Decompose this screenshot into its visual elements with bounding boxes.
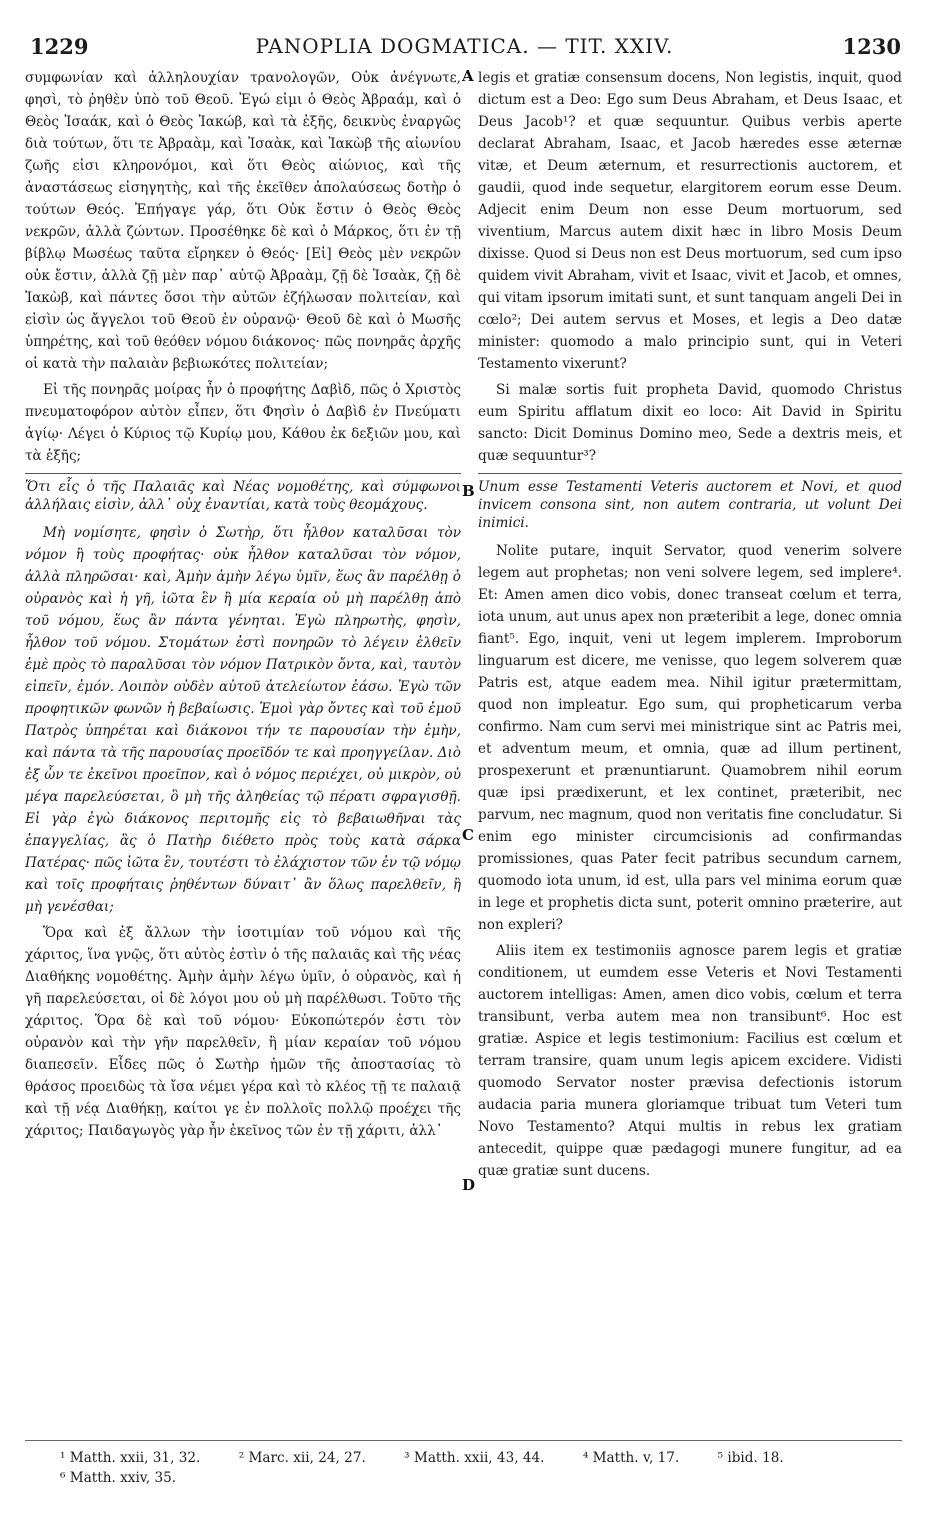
footnotes xyxy=(60,1448,900,1488)
footnote-3: ³ Matth. xxii, 43, 44. xyxy=(404,1450,545,1466)
column-marker-b: B xyxy=(462,482,475,500)
footnote-divider xyxy=(25,1440,902,1441)
latin-paragraph-4: Aliis item ex testimoniis agnosce parem legis et gratiæ conditionem, ut eumdem esse Veteris et Novi Testamenti auctorem intelligas: Amen, amen dico vobis, cœlum et terra transibunt, verba autem mea non transibunt⁶. Hoc est gratiæ. Aspice et legis testimonium: Facilius est cœlum et terram transire, quam unum legis apicem excidere. Vidisti quomodo Servator noster prævisa defectionis istorum audacia paria munera gloriamque tribuat tum Veteri tum Novo Testamento? Atqui multis in rebus lex gratiam antecedit, quippe quæ pædagogi munere fungitur, ad ea quæ gratiæ sunt ducens. xyxy=(478,943,902,1179)
column-marker-a: A xyxy=(462,67,474,85)
greek-paragraph-3: Μὴ νομίσητε, φησὶν ὁ Σωτὴρ, ὅτι ἦλθον καταλῦσαι τὸν νόμον ἢ τοὺς προφήτας· οὐκ ἦλθον καταλῦσαι τὸν νόμον, ἀλλὰ πληρῶσαι· καὶ, Ἀμὴν ἀμὴν λέγω ὑμῖν, ἕως ἂν παρέλθῃ ὁ οὐρανὸς καὶ ἡ γῆ, ἰῶτα ἓν ἢ μία κεραία οὐ μὴ παρέλθῃ ἀπὸ τοῦ νόμου, ἕως ἂν πάντα γένηται. Ἐγὼ πληρωτὴς, φησὶν, ἦλθον τοῦ νόμου. Στομάτων ἐστὶ πονηρῶν τὸ λέγειν ἐλθεῖν ἐμὲ πρὸς τὸ παραλῦσαι τὸν νόμον Πατρικὸν ὄντα, καὶ, ταυτὸν εἰπεῖν, ἐμόν. Λοιπὸν οὐδὲν αὐτοῦ ἀτελείωτον ἐάσω. Ἐγὼ τῶν προφητικῶν φωνῶν ἡ βεβαίωσις. Ἐμοὶ γὰρ ὄντες καὶ τοῦ ἐμοῦ Πατρὸς ὑπηρέται καὶ διάκονοι τήν τε παρουσίαν τὴν ἐμὴν, καὶ πάντα τὰ τῆς παρουσίας προεῖδόν τε καὶ προηγγείλαν. Διὸ ἐξ ὧν τε ἐκεῖνοι προεῖπον, καὶ ὁ νόμος περιέχει, οὐ μικρὸν, οὐ μέγα παρελεύσεται, ὃ μὴ τῆς ἀληθείας τῷ πέρατι σφραγισθῇ. Εἰ γὰρ ἐγὼ διάκονος περιτομῆς εἰς τὸ βεβαιωθῆναι τὰς ἐπαγγελίας, ἃς ὁ Πατὴρ διέθετο πρὸς τοὺς κατὰ σάρκα Πατέρας· πῶς ἰῶτα ἓν, τουτέστι τὸ ἐλάχιστον τῶν ἐν τῷ νόμῳ καὶ τοῖς προφήταις ῥηθέντων δύναιτ᾽ ἂν ὅλως παρελθεῖν, ἢ μὴ γενέσθαι; xyxy=(25,525,461,915)
latin-column xyxy=(478,67,902,1182)
page-number-left: 1229 xyxy=(30,34,89,59)
greek-paragraph-4: Ὅρα καὶ ἐξ ἄλλων τὴν ἰσοτιμίαν τοῦ νόμου καὶ τῆς χάριτος, ἵνα γνῷς, ὅτι αὐτὸς ἐστὶν ὁ τῆς παλαιᾶς καὶ τῆς νέας Διαθήκης νομοθέτης. Ἀμὴν ἀμὴν λέγω ὑμῖν, ὁ οὐρανὸς, καὶ ἡ γῆ παρελεύσεται, οἱ δὲ λόγοι μου οὐ μὴ παρέλθωσι. Τοῦτο τῆς χάριτος. Ὅρα δὲ καὶ τοῦ νόμου· Εὐκοπώτερόν ἐστι τὸν οὐρανὸν καὶ τὴν γῆν παρελθεῖν, ἢ μίαν κεραίαν τοῦ νόμου διαπεσεῖν. Εἶδες πῶς ὁ Σωτὴρ ἡμῶν τῆς ἀποστασίας τὸ θράσος προειδὼς τὰ ἴσα νέμει γέρα καὶ τὸ κλέος τῇ τε παλαιᾷ καὶ τῇ νέᾳ Διαθήκῃ, καίτοι γε ἐν πολλοῖς πολλῷ προέχει τῆς χάριτος; Παιδαγωγὸς γὰρ ἦν ἐκεῖνος τῶν ἐν τῇ χάριτι, ἀλλ᾽ xyxy=(25,925,461,1139)
footnote-5: ⁵ ibid. 18. xyxy=(717,1450,784,1466)
greek-section-heading: Ὅτι εἷς ὁ τῆς Παλαιᾶς καὶ Νέας νομοθέτης, καὶ σύμφωνοι ἀλλήλαις εἰσὶν, ἀλλ᾽ οὐχ ἐναντίαι, κατὰ τοὺς θεομάχους. xyxy=(25,473,461,514)
footnote-4: ⁴ Matth. v, 17. xyxy=(582,1450,680,1466)
footnote-2: ² Marc. xii, 24, 27. xyxy=(238,1450,366,1466)
latin-paragraph-3: Nolite putare, inquit Servator, quod venerim solvere legem aut prophetas; non veni solvere legem, sed implere⁴. Et: Amen amen dico vobis, donec transeat cœlum et terra, iota unum, aut unus apex non præteribit a lege, donec omnia fiant⁵. Ego, inquit, veni ut legem implerem. Improborum linguarum est dicere, me venisse, quo legem solverem quæ Patris est, atque eadem mea. Nihil igitur prætermittam, quod non impleatur. Ego sum, qui propheticarum verba confirmo. Nam cum servi mei ministrique sint ac Patris mei, et adventum meum, et omnia, quæ ad illum pertinent, prospexerunt et prænuntiarunt. Quamobrem nihil eorum quæ ipsi prædixerunt, et lex continet, præteribit, nec parvum, nec magnum, quod non veritatis fine concludatur. Si enim ego minister circumcisionis ad confirmandas promissiones, quas Pater fecit patribus secundum carnem, quomodo iota unum, id est, ulla pars vel minima eorum quæ in lege et prophetis dicta sunt, poterit omnino præterire, aut non expleri? xyxy=(478,543,902,933)
page-number-right: 1230 xyxy=(842,34,901,59)
column-marker-d: D xyxy=(462,1176,476,1194)
greek-paragraph-2: Εἰ τῆς πονηρᾶς μοίρας ἦν ὁ προφήτης Δαβὶδ, πῶς ὁ Χριστὸς πνευματοφόρον αὐτὸν εἶπεν, ὅτι Φησὶν ὁ Δαβὶδ ἐν Πνεύματι ἁγίῳ· Λέγει ὁ Κύριος τῷ Κυρίῳ μου, Κάθου ἐκ δεξιῶν μου, καὶ τὰ ἑξῆς; xyxy=(25,382,461,464)
latin-section-heading: Unum esse Testamenti Veteris auctorem et Novi, et quod invicem consona sint, non autem contraria, ut volunt Dei inimici. xyxy=(478,473,902,532)
greek-paragraph-1: συμφωνίαν καὶ ἀλληλουχίαν τρανολογῶν, Οὐκ ἀνέγνωτε, φησὶ, τὸ ῥηθὲν ὑπὸ τοῦ Θεοῦ. Ἐγώ εἰμι ὁ Θεὸς Ἀβραάμ, καὶ ὁ Θεὸς Ἰσαάκ, καὶ ὁ Θεὸς Ἰακώβ, καὶ τὰ ἑξῆς, δεικνὺς ἐναργῶς διὰ τούτων, ὅτι τε Ἀβραὰμ, καὶ Ἰσαὰκ, καὶ Ἰακὼβ τῆς αἰωνίου ζωῆς εἰσι κληρονόμοι, καὶ ὅτι Θεὸς αἰώνιος, καὶ τῆς ἀναστάσεως εἰσηγητὴς, καὶ τῆς ἐκεῖθεν ἀπολαύσεως δοτὴρ ὁ τούτων Θεός. Ἐπήγαγε γάρ, ὅτι Οὐκ ἔστιν ὁ Θεὸς Θεὸς νεκρῶν, ἀλλὰ ζώντων. Προσέθηκε δὲ καὶ ὁ Μάρκος, ὅτι ἐν τῇ βίβλῳ Μωσέως ταῦτα εἴρηκεν ὁ Θεός· [Εἰ] Θεὸς μὲν νεκρῶν οὐκ ἔστιν, ἀλλὰ ζῇ μὲν παρ᾽ αὐτῷ Ἀβραὰμ, ζῇ δὲ Ἰσαὰκ, ζῇ δὲ Ἰακὼβ, καὶ πάντες ὅσοι τὴν αὐτῶν ἐζήλωσαν πολιτείαν, καὶ εἰσὶν ὡς ἄγγελοι τοῦ Θεοῦ ἐν οὐρανῷ· Θεοῦ δὲ καὶ ὁ Μωσῆς ὑπηρέτης, καὶ τοῦ θεόθεν νόμου διάκονος· πῶς πονηρᾶς ἀρχῆς οἱ κατὰ τὴν παλαιὰν βεβιωκότες πολιτείαν; xyxy=(25,70,461,372)
footnote-1: ¹ Matth. xxii, 31, 32. xyxy=(60,1450,201,1466)
footnote-6: ⁶ Matth. xxiv, 35. xyxy=(60,1470,177,1486)
column-marker-c: C xyxy=(462,826,474,844)
greek-column xyxy=(25,67,461,1142)
latin-paragraph-2: Si malæ sortis fuit propheta David, quomodo Christus eum Spiritu afflatum dixit eo loco: Ait David in Spiritu sancto: Dicit Dominus Domino meo, Sede a dextris meis, et quæ sequuntur³? xyxy=(478,382,902,464)
latin-paragraph-1: legis et gratiæ consensum docens, Non legistis, inquit, quod dictum est a Deo: Ego sum Deus Abraham, et Deus Isaac, et Deus Jacob¹? et quæ sequuntur. Quibus verbis aperte declarat Abraham, Isaac, et Jacob hæredes esse æternæ vitæ, et Deum æternum, et resurrectionis auctorem, et gaudii, quod inde sequetur, elargitorem eorum esse Deum. Adjecit enim Deum non esse Deum mortuorum, sed viventium, Marcus autem dixit hæc in libro Mosis Deum dixisse. Quod si Deus non est Deus mortuorum, sed cum ipso quidem vivit Abraham, vivit et Isaac, vivit et Jacob, et omnes, qui vitam ipsorum imitati sunt, et sunt tanquam angeli Dei in cœlo²; Dei autem servus et Moses, et legis a Deo datæ minister: quomodo a malo principio sunt, qui in Veteri Testamento vixerunt? xyxy=(478,70,902,372)
page-header xyxy=(20,28,909,62)
running-head: PANOPLIA DOGMATICA. — TIT. XXIV. xyxy=(255,34,674,58)
